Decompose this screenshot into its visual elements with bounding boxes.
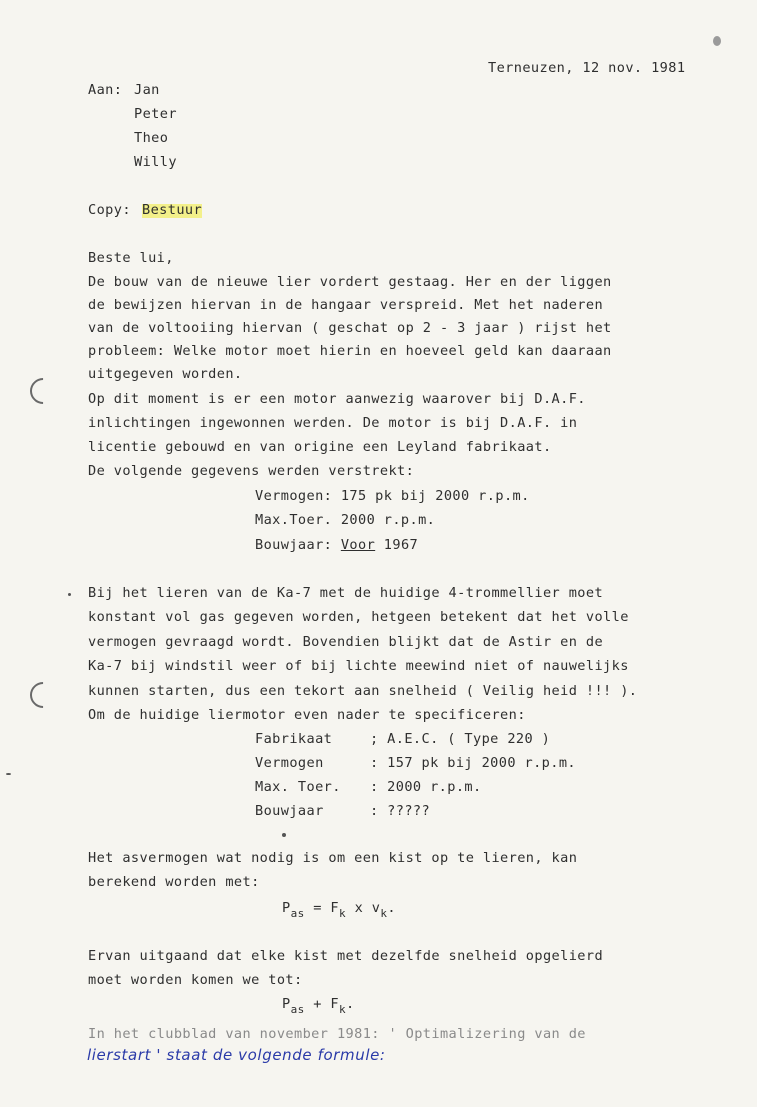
body-line: De volgende gegevens werden verstrekt:: [88, 463, 415, 479]
body-line: uitgegeven worden.: [88, 366, 243, 382]
letter-date: Terneuzen, 12 nov. 1981: [488, 60, 686, 76]
spec2-value: : 157 pk bij 2000 r.p.m.: [370, 755, 577, 771]
faint-line: In het clubblad van november 1981: ' Optimalizering van de: [88, 1026, 586, 1042]
spec2-value: : ?????: [370, 803, 431, 819]
body-line: licentie gebouwd en van origine een Leyland fabrikaat.: [88, 439, 552, 455]
spec-vermogen: Vermogen: 175 pk bij 2000 r.p.m.: [255, 488, 530, 504]
formula-proportional: $P_{as} + F_k$.: [282, 996, 355, 1016]
recipient-2: Peter: [134, 106, 177, 122]
body-line: De bouw van de nieuwe lier vordert gestaag. Her en der liggen: [88, 274, 612, 290]
body-line: konstant vol gas gegeven worden, hetgeen betekent dat het volle: [88, 609, 629, 625]
recipient-1: Jan: [134, 82, 160, 98]
spec-bouwjaar-label: Bouwjaar:: [255, 537, 341, 553]
spec-bouwjaar-year: 1967: [375, 537, 419, 553]
spec2-label: Vermogen: [255, 755, 324, 771]
body-line: Ka-7 bij windstil weer of bij lichte meewind niet of nauwelijks: [88, 658, 629, 674]
body-line: probleem: Welke motor moet hierin en hoeveel geld kan daaraan: [88, 343, 612, 359]
body-line: van de voltooiing hiervan ( geschat op 2 - 3 jaar ) rijst het: [88, 320, 612, 336]
spec-max-toer: Max.Toer. 2000 r.p.m.: [255, 512, 436, 528]
ink-speck: [68, 593, 71, 596]
spec2-label: Bouwjaar: [255, 803, 324, 819]
ink-speck: [6, 773, 11, 775]
body-line: berekend worden met:: [88, 874, 260, 890]
spec-bouwjaar-value: Voor: [340, 537, 376, 553]
body-line: moet worden komen we tot:: [88, 972, 303, 988]
body-line: Bij het lieren van de Ka-7 met de huidige 4-trommellier moet: [88, 585, 604, 601]
copy-value: Bestuur: [142, 202, 203, 218]
spec-bouwjaar: [255, 539, 418, 553]
spec2-label: Fabrikaat: [255, 731, 333, 747]
spec2-value: ; A.E.C. ( Type 220 ): [370, 731, 551, 747]
handwritten-note: lierstart ' staat de volgende formule:: [87, 1046, 386, 1064]
body-line: Om de huidige liermotor even nader te specificeren:: [88, 707, 526, 723]
copy-label: Copy:: [88, 202, 131, 218]
body-line: Ervan uitgaand dat elke kist met dezelfde snelheid opgelierd: [88, 948, 604, 964]
body-line: de bewijzen hiervan in de hangaar verspreid. Met het naderen: [88, 297, 604, 313]
spec2-value: : 2000 r.p.m.: [370, 779, 482, 795]
formula-power: $P_{as} = F_k$ x $v_k$.: [282, 900, 396, 920]
to-label: Aan:: [88, 82, 123, 98]
ink-speck: [282, 833, 286, 837]
greeting: Beste lui,: [88, 250, 174, 266]
punch-hole-bottom: [25, 677, 62, 714]
body-line: kunnen starten, dus een tekort aan snelheid ( Veilig heid !!! ).: [88, 683, 638, 699]
body-line: Het asvermogen wat nodig is om een kist op te lieren, kan: [88, 850, 578, 866]
recipient-4: Willy: [134, 154, 177, 170]
body-line: vermogen gevraagd wordt. Bovendien blijkt dat de Astir en de: [88, 634, 604, 650]
body-line: Op dit moment is er een motor aanwezig waarover bij D.A.F.: [88, 391, 586, 407]
spec2-label: Max. Toer.: [255, 779, 341, 795]
recipient-3: Theo: [134, 130, 169, 146]
body-line: inlichtingen ingewonnen werden. De motor is bij D.A.F. in: [88, 415, 578, 431]
ink-speck: [713, 36, 721, 46]
punch-hole-top: [25, 373, 62, 410]
